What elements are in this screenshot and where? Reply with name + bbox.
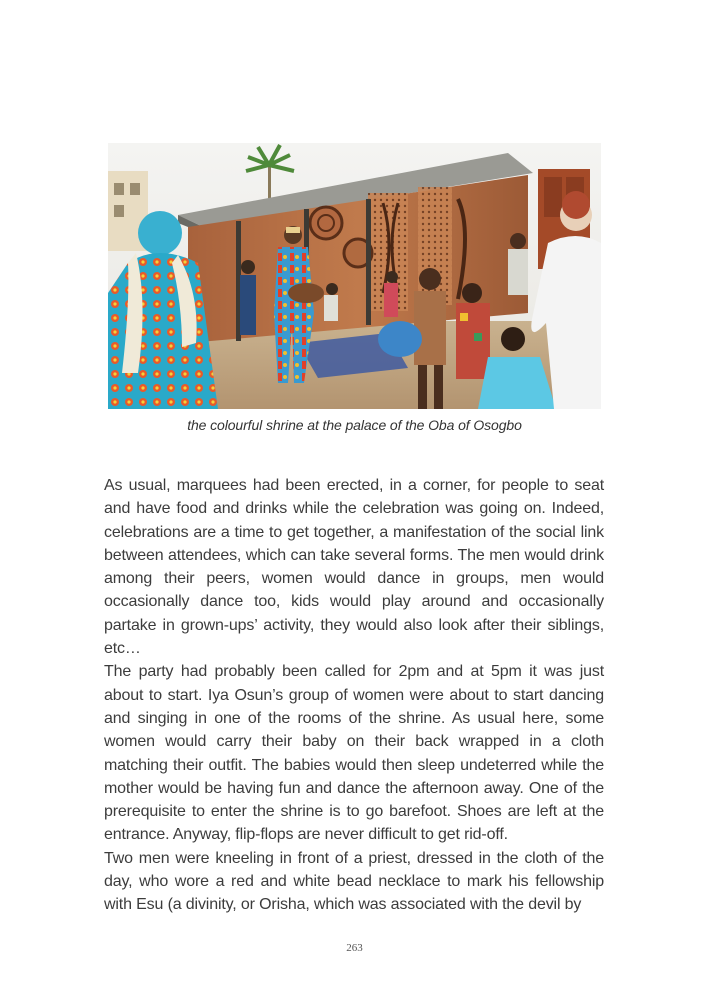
paragraph: As usual, marquees had been erected, in a corner, for people to seat and have food and drinks while the celebration was going on. Indeed, celebrations are a time to get together, a manifestation of the social link between attendees, which can take several forms. The men would drink among their peers, women would dance in groups, men would occasionally dance too, kids would play around and occasionally partake in grown-ups’ activity, they would also look after their siblings, etc… (104, 477, 604, 658)
figure-caption: the colourful shrine at the palace of the Oba of Osogbo (187, 417, 522, 433)
paragraph: The party had probably been called for 2pm and at 5pm it was just about to start. Iya Osun’s group of women were about to start dancing and singing in one of the rooms of the shrine. As usual here, some women would carry their baby on their back wrapped in a cloth matching their outfit. The babies would then sleep undeterred while the mother would be having fun and dance the afternoon away. One of the prerequisite to enter the shrine is to go barefoot. Shoes are left at the entrance. Anyway, flip-flops are never difficult to get rid-off. (104, 663, 604, 844)
page-number: 263 (346, 942, 363, 954)
shrine-photo (108, 143, 601, 409)
body-text (104, 474, 604, 917)
paragraph: Two men were kneeling in front of a priest, dressed in the cloth of the day, who wore a red and white bead necklace to mark his fellowship with Esu (a divinity, or Orisha, which was associated with the devil by (104, 849, 604, 914)
